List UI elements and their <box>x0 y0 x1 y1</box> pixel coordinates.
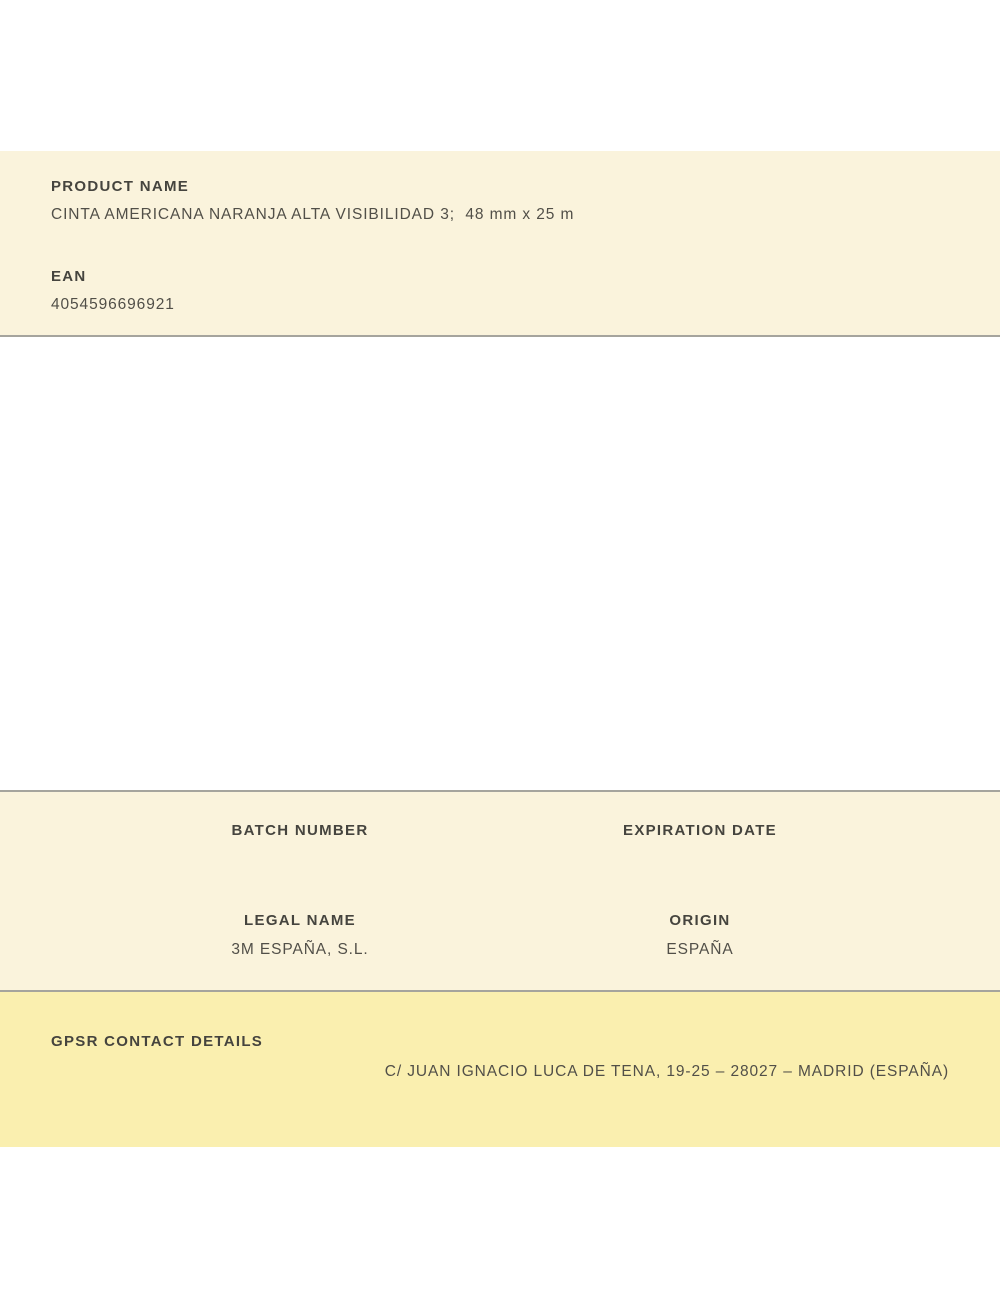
expiration-date-label: EXPIRATION DATE <box>623 822 777 839</box>
expiration-origin-column <box>500 822 900 990</box>
origin-value: ESPAÑA <box>666 941 734 958</box>
product-name-label: PRODUCT NAME <box>51 178 190 195</box>
gpsr-contact-section <box>0 992 1000 1147</box>
gpsr-contact-address: C/ JUAN IGNACIO LUCA DE TENA, 19-25 – 28027 – MADRID (ESPAÑA) <box>384 1063 949 1080</box>
legal-name-label: LEGAL NAME <box>244 912 356 929</box>
middle-whitespace <box>0 337 1000 790</box>
gpsr-contact-details-label: GPSR CONTACT DETAILS <box>51 1033 264 1050</box>
batch-origin-section <box>0 790 1000 992</box>
ean-value: 4054596696921 <box>51 296 175 313</box>
origin-label: ORIGIN <box>669 912 731 929</box>
batch-number-label: BATCH NUMBER <box>231 822 369 839</box>
top-whitespace <box>0 0 1000 151</box>
ean-label: EAN <box>51 268 87 285</box>
product-identity-section <box>0 151 1000 337</box>
bottom-whitespace <box>0 1147 1000 1298</box>
product-name-value: CINTA AMERICANA NARANJA ALTA VISIBILIDAD 3; 48 mm x 25 m <box>51 206 575 223</box>
batch-legal-column <box>100 822 500 990</box>
legal-name-value: 3M ESPAÑA, S.L. <box>231 941 369 958</box>
